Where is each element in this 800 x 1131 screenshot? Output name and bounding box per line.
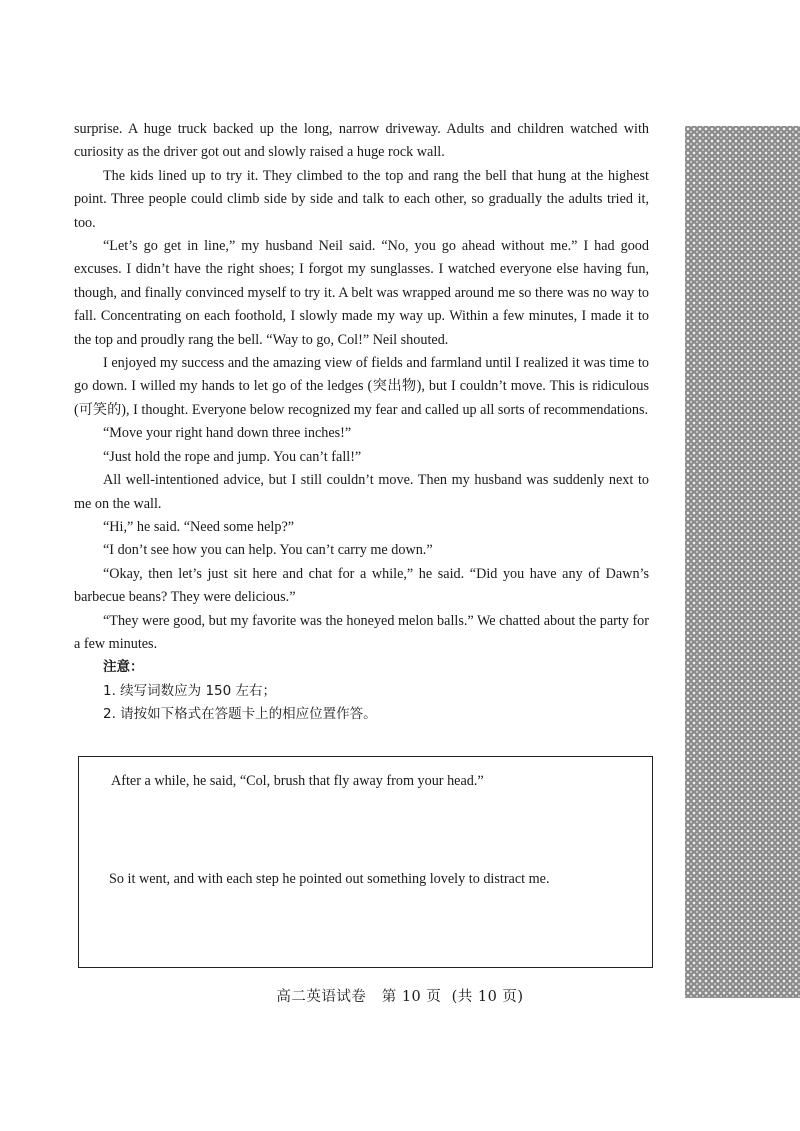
paragraph: All well-intentioned advice, but I still couldn’t move. Then my husband was suddenly next to me on the wall. (74, 472, 649, 512)
paragraph: surprise. A huge truck backed up the long, narrow driveway. Adults and children watched with curiosity as the driver got out and slowly raised a huge rock wall. (74, 121, 649, 161)
paragraph: “Hi,” he said. “Need some help?” (103, 518, 295, 535)
answer-prompt-2: So it went, and with each step he pointed out something lovely to distract me. (109, 871, 550, 887)
paragraph: “Let’s go get in line,” my husband Neil said. “No, you go ahead without me.” I had good excuses. I didn’t have the right shoes; I forgot my sunglasses. I watched everyone else having fun, though, and finally convinced myself to try it. A belt was wrapped around me so there was no way to fall. Concentrating on each foothold, I slowly made my way up. Within a few minutes, I made it to the top and proudly rang the bell. “Way to go, Col!” Neil shouted. (74, 238, 649, 348)
paragraph: “I don’t see how you can help. You can’t carry me down.” (103, 542, 433, 559)
paragraph: The kids lined up to try it. They climbed to the top and rang the bell that hung at the highest point. Three people could climb side by side and talk to each other, so gradually the adults tried it, too. (74, 167, 649, 231)
answer-prompt-1: After a while, he said, “Col, brush that fly away from your head.” (111, 773, 484, 789)
paragraph: I enjoyed my success and the amazing view of fields and farmland until I realized it was time to go down. I willed my hands to let go of the ledges (突出物), but I couldn’t move. This is ridiculous (可笑的), I thought. Everyone below recognized my fear and called up all sorts of recommendations. (74, 355, 649, 418)
paragraph: “Move your right hand down three inches!” (103, 425, 352, 442)
paragraph: “They were good, but my favorite was the honeyed melon balls.” We chatted about the party for a few minutes. (74, 612, 649, 652)
scan-edge-pattern (685, 126, 800, 998)
passage-text (74, 118, 649, 727)
answer-box (78, 756, 653, 968)
note-item: 2. 请按如下格式在答题卡上的相应位置作答。 (103, 706, 377, 723)
note-item: 1. 续写词数应为 150 左右； (103, 682, 277, 699)
paragraph: “Okay, then let’s just sit here and chat for a while,” he said. “Did you have any of Dawn’s barbecue beans? They were delicious.” (74, 565, 649, 606)
notes-title: 注意： (103, 659, 144, 676)
paragraph: “Just hold the rope and jump. You can’t fall!” (103, 448, 362, 465)
page-footer: 高二英语试卷 第 10 页 (共 10 页) (276, 989, 524, 1005)
